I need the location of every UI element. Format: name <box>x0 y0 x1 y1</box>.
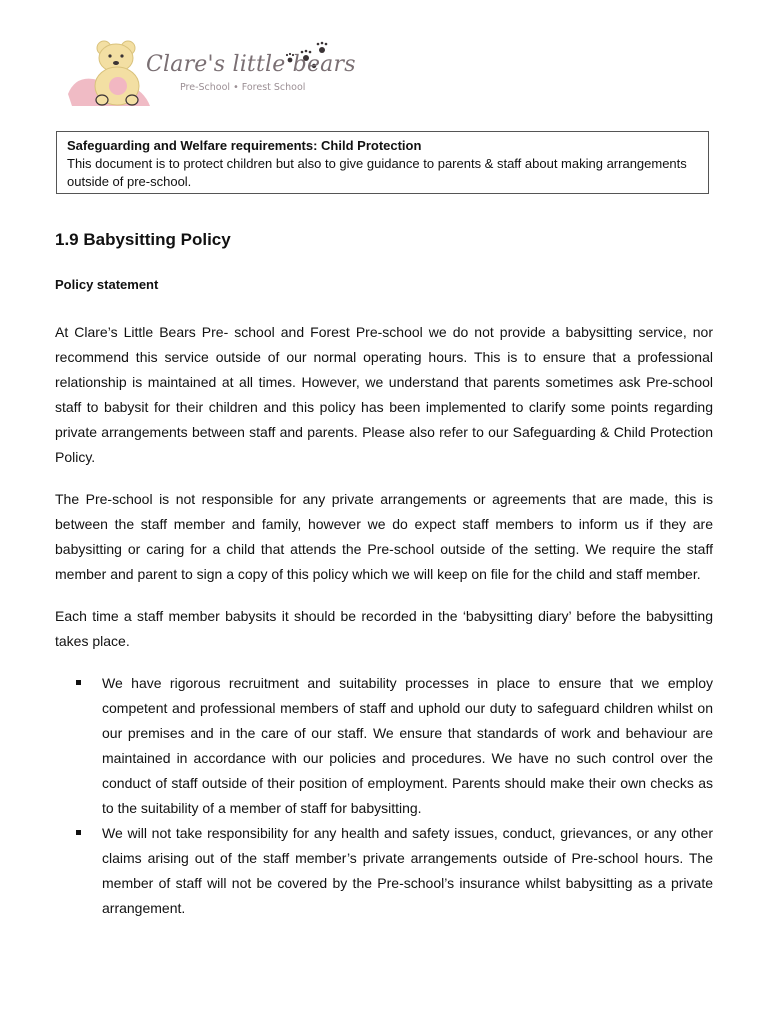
bullet-icon <box>76 680 81 685</box>
logo <box>66 36 356 114</box>
bullet-list <box>55 671 713 921</box>
paragraph: Each time a staff member babysits it should be recorded in the ‘babysitting diary’ before the babysitting takes place. <box>55 608 713 649</box>
logo-subtitle: Pre-School • Forest School <box>180 82 306 93</box>
list-item <box>55 821 713 921</box>
page-title: 1.9 Babysitting Policy <box>55 230 231 249</box>
header-box-text: This document is to protect children but also to give guidance to parents & staff about making arrangements outside of pre-school. <box>67 156 687 189</box>
list-item <box>55 671 713 821</box>
header-box-title: Safeguarding and Welfare requirements: Child Protection <box>67 138 422 153</box>
policy-body <box>55 320 713 921</box>
list-item-text: We have rigorous recruitment and suitability processes in place to ensure that we employ competent and professional members of staff and uphold our duty to safeguard children whilst on our premises and in the care of our staff. We ensure that standards of work and behaviour are maintained in accordance with our policies and procedures. We have no such control over the conduct of staff outside of their position of employment. Parents should make their own checks as to the suitability of a member of staff for babysitting. <box>102 675 713 816</box>
logo-name: Clare's little bears <box>146 52 356 77</box>
list-item-text: We will not take responsibility for any health and safety issues, conduct, grievances, or any other claims arising out of the staff member’s private arrangements outside of Pre-school hours. The member of staff will not be covered by the Pre-school’s insurance whilst babysitting as a private arrangement. <box>102 825 713 916</box>
bullet-icon <box>76 830 81 835</box>
header-box <box>56 131 709 194</box>
paragraph: The Pre-school is not responsible for any private arrangements or agreements that are made, this is between the staff member and family, however we do expect staff members to inform us if they are babysitting or caring for a child that attends the Pre-school outside of the setting. We require the staff member and parent to sign a copy of this policy which we will keep on file for the child and staff member. <box>55 491 713 582</box>
policy-statement-heading: Policy statement <box>55 277 159 292</box>
paragraph: At Clare’s Little Bears Pre- school and Forest Pre-school we do not provide a babysitting service, nor recommend this service outside of our normal operating hours. This is to ensure that a professional relationship is maintained at all times. However, we understand that parents sometimes ask Pre-school staff to babysit for their children and this policy has been implemented to clarify some points regarding private arrangements between staff and parents. Please also refer to our Safeguarding & Child Protection Policy. <box>55 324 713 465</box>
